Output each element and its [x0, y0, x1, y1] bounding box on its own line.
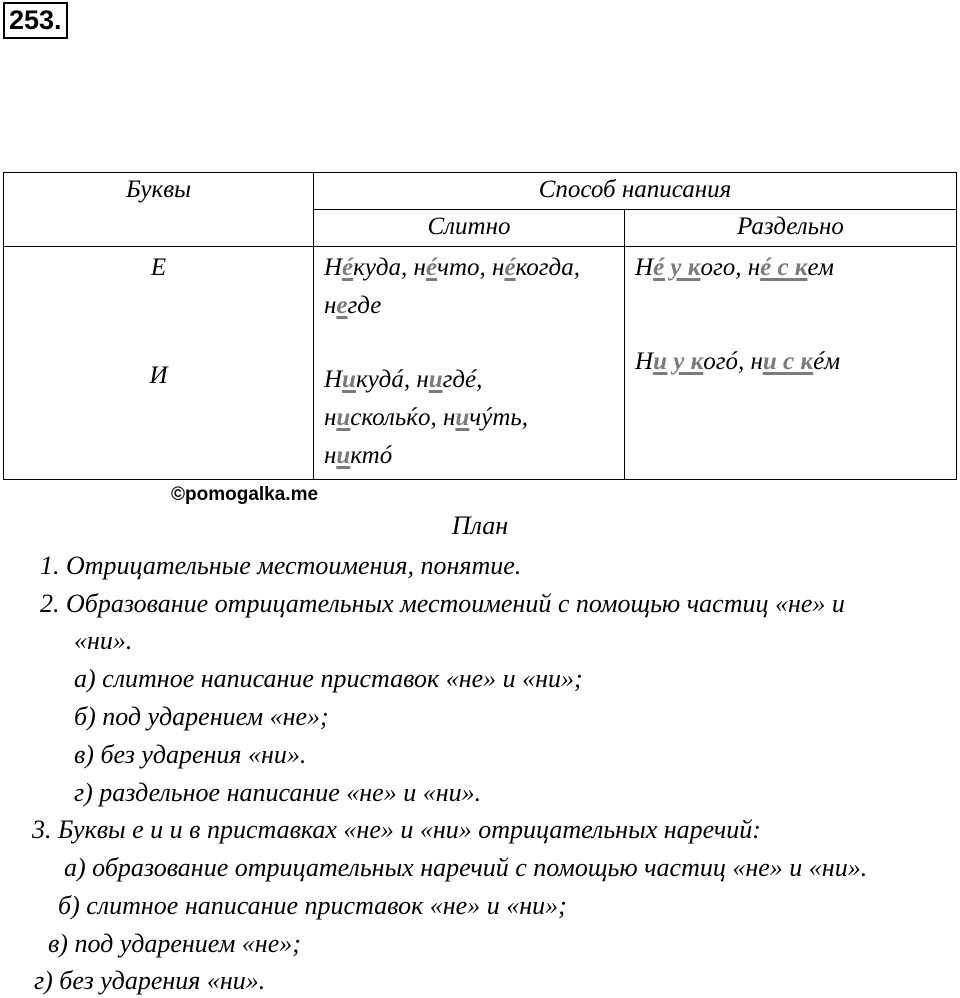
- plan-line: б) под ударением «не»;: [74, 702, 329, 731]
- highlighted-letters: é: [504, 254, 516, 281]
- plan-line: 2. Образование отрицательных местоимений с помощью частиц «не» и: [40, 589, 845, 618]
- word-text: н: [323, 292, 337, 319]
- highlighted-letters: é с к: [760, 254, 808, 281]
- plan-line: а) образование отрицательных наречий с помощью частиц «не» и «ни».: [64, 853, 868, 882]
- separate-line: [635, 249, 946, 287]
- highlighted-letters: é у к: [653, 254, 701, 281]
- highlighted-letters: е: [336, 292, 348, 319]
- highlighted-letters: и: [342, 366, 356, 393]
- highlighted-letters: é: [342, 254, 354, 281]
- highlighted-letters: и: [336, 404, 351, 431]
- word-text: кудá, н: [355, 366, 429, 393]
- word-text: куда, н: [353, 254, 426, 281]
- plan-line: г) без ударения «ни».: [34, 966, 266, 995]
- plan-title: План: [451, 511, 509, 540]
- word-text: éм: [813, 348, 841, 375]
- task-number: 253.: [3, 2, 68, 39]
- watermark: ©pomogalka.me: [171, 484, 319, 505]
- word-text: когда,: [515, 254, 580, 281]
- separate-cell: [625, 247, 957, 480]
- word-text: где: [347, 292, 382, 319]
- word-text: Н: [635, 254, 654, 281]
- word-text: ктó: [350, 442, 393, 469]
- together-cell: [313, 247, 624, 480]
- separate-words-i: [635, 343, 946, 381]
- word-text: Н: [323, 366, 343, 393]
- header-together: Слитно: [313, 210, 624, 247]
- header-letters: Буквы: [4, 173, 314, 247]
- word-text: Н: [323, 254, 343, 281]
- header-method: Способ написания: [313, 173, 956, 210]
- together-line: [324, 249, 614, 287]
- plan-line: «ни».: [74, 626, 133, 655]
- letter-i: И: [149, 362, 168, 389]
- word-text: ого, н: [700, 254, 761, 281]
- plan-line: г) раздельное написание «не» и «ни».: [74, 778, 482, 807]
- word-text: скольќо, н: [350, 404, 456, 431]
- word-text: чýть,: [469, 404, 529, 431]
- word-text: гдé,: [442, 366, 483, 393]
- plan-line: 3. Буквы е и и в приставках «не» и «ни» отрицательных наречий:: [32, 815, 761, 844]
- together-line: [324, 287, 614, 325]
- together-words-i: [324, 361, 614, 475]
- word-text: Н: [635, 348, 654, 375]
- together-line: [324, 437, 614, 475]
- word-text: н: [323, 442, 337, 469]
- word-text: огó, н: [703, 348, 763, 375]
- separate-words-e: [635, 249, 946, 287]
- word-text: ем: [807, 254, 834, 281]
- header-separate: Раздельно: [625, 210, 957, 247]
- word-text: н: [323, 404, 337, 431]
- together-words-e: [324, 249, 614, 325]
- plan-line: в) под ударением «не»;: [48, 929, 301, 958]
- spelling-table: [3, 172, 957, 480]
- letter-e: Е: [150, 254, 167, 281]
- together-line: [324, 361, 614, 399]
- plan-line: в) без ударения «ни».: [74, 740, 307, 769]
- plan-line: б) слитное написание приставок «не» и «ни»;: [58, 891, 567, 920]
- highlighted-letters: и: [455, 404, 470, 431]
- letters-cell: [4, 247, 314, 480]
- plan-line: 1. Отрицательные местоимения, понятие.: [40, 551, 522, 580]
- highlighted-letters: é: [425, 254, 438, 281]
- together-line: [324, 399, 614, 437]
- highlighted-letters: и у к: [653, 348, 704, 375]
- highlighted-letters: и: [336, 442, 351, 469]
- separate-line: [635, 343, 946, 381]
- highlighted-letters: и: [428, 366, 443, 393]
- word-text: что, н: [437, 254, 505, 281]
- plan-line: а) слитное написание приставок «не» и «ни»;: [74, 664, 583, 693]
- highlighted-letters: и с к: [762, 348, 814, 375]
